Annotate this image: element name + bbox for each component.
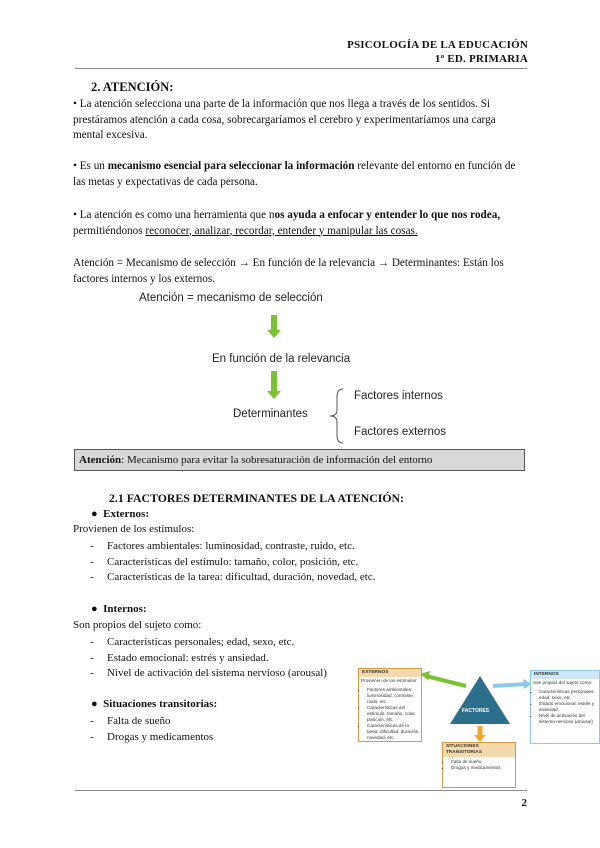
page-number: 2 [521, 797, 527, 809]
paragraph-tool-bold: os ayuda a enfocar y entender lo que nos rodea, [274, 209, 501, 221]
paragraph-mechanism-pre: • Es un [73, 160, 108, 172]
list-item: - Características personales; edad, sexo, etc. [73, 635, 363, 651]
header-course-title: PSICOLOGÍA DE LA EDUCACIÓN [347, 39, 528, 51]
definition-box [74, 449, 525, 471]
transitorias-title: Situaciones transitorias: [103, 698, 218, 710]
mini-internos-intro: Son propios del sujeto como: [533, 680, 593, 685]
list-item: • Características de la tarea: dificultad, duración, novedad, etc. [367, 723, 421, 741]
definition-text: : Mecanismo para evitar la sobresaturación de información del entorno [121, 454, 433, 466]
mini-internos-title: INTERNOS [531, 671, 599, 679]
diagram-arrow-2 [271, 371, 277, 400]
list-item: - Nivel de activación del sistema nervioso (arousal) [73, 666, 363, 682]
footer-divider [75, 790, 527, 791]
section-title: 2. ATENCIÓN: [91, 80, 174, 94]
diagram-bottom-label: Determinantes [233, 408, 308, 420]
header-divider [75, 68, 527, 69]
diagram-branch-externos: Factores externos [354, 426, 447, 438]
mini-center-label: FACTORES [462, 708, 490, 714]
internos-title: Internos: [103, 603, 147, 615]
transitorias-list [73, 714, 333, 745]
paragraph-tool-underline: reconocer, analizar, recordar, entender y manipular las cosas. [145, 224, 418, 237]
list-item: - Falta de sueño [73, 714, 333, 730]
bullet-dot-icon: ● [91, 508, 98, 520]
paragraph-mechanism-post: relevante del entorno en función de las metas y expectativas de cada persona. [73, 160, 516, 188]
subsection-title: 2.1 FACTORES DETERMINANTES DE LA ATENCIÓN: [109, 491, 404, 505]
bullet-dot-icon: ● [91, 603, 98, 615]
transitorias-heading [91, 698, 217, 710]
mini-externos-title: EXTERNOS [359, 669, 421, 677]
list-item: • Nivel de activación del sistema nervioso (arousal) [539, 713, 599, 725]
factors-mini-diagram [358, 664, 600, 788]
paragraph-intro: • La atención selecciona una parte de la información que nos llega a través de los sentidos. Si prestáramos atención a cada cosa, sobrecargaríamos el cerebro y experimentaríamos una carga mental excesiva. [73, 98, 496, 141]
internos-list [73, 635, 363, 682]
internos-heading [91, 603, 147, 615]
mini-box-transitorias [442, 742, 516, 788]
definition-term: Atención [79, 454, 122, 466]
paragraph-tool-pre: • La atención es como una herramienta que n [73, 209, 275, 221]
list-item: - Características de la tarea: dificultad, duración, novedad, etc. [73, 570, 493, 586]
diagram-brace [327, 387, 347, 445]
paragraph-mechanism-bold: mecanismo esencial para seleccionar la información [107, 160, 355, 172]
externos-title: Externos: [103, 508, 149, 520]
list-item: - Drogas y medicamentos [73, 730, 333, 746]
list-item: • Estado emocional: estrés y ansiedad. [539, 701, 599, 713]
diagram-middle-label: En función de la relevancia [212, 353, 351, 365]
list-item: • Características personales: edad, sexo, etc. [539, 689, 599, 701]
list-item: - Factores ambientales: luminosidad, contraste, ruido, etc. [73, 539, 493, 555]
list-item: - Estado emocional: estrés y ansiedad. [73, 651, 363, 667]
list-item: • Factores ambientales: luminosidad, contraste, ruido, etc. [367, 687, 421, 705]
diagram-arrow-1 [271, 315, 277, 338]
paragraph-mechanism [73, 159, 528, 190]
mini-box-externos [358, 668, 422, 742]
paragraph-summary: Atención = Mecanismo de selección → En función de la relevancia → Determinantes: Están los factores internos y los externos. [73, 257, 504, 285]
mini-transitorias-title: SITUACIONES TRANSITORIAS [443, 743, 515, 757]
list-item: • Drogas y medicamentos [451, 765, 515, 771]
internos-intro: Son propios del sujeto como: [73, 619, 202, 631]
externos-heading [91, 508, 149, 520]
list-item: • Falta de sueño [451, 759, 515, 765]
externos-intro: Provienen de los estímulos: [73, 523, 195, 535]
header-course-level: 1º ED. PRIMARIA [434, 53, 528, 65]
paragraph-tool-mid: permitiéndonos [73, 224, 146, 237]
diagram-branch-internos: Factores internos [354, 390, 443, 402]
mini-arrow-blue [493, 684, 526, 686]
mini-arrow-green [426, 676, 466, 686]
externos-list [73, 539, 493, 586]
mini-box-internos [530, 670, 600, 744]
mini-externos-intro: Provienen de los estímulos: [361, 678, 418, 683]
diagram-top-label: Atención = mecanismo de selección [139, 292, 323, 304]
paragraph-tool [73, 208, 528, 239]
list-item: • Características del estímulo: tamaño, color, posición, etc. [367, 705, 421, 723]
list-item: - Características del estímulo: tamaño, color, posición, etc. [73, 555, 493, 571]
bullet-dot-icon: ● [91, 698, 98, 710]
